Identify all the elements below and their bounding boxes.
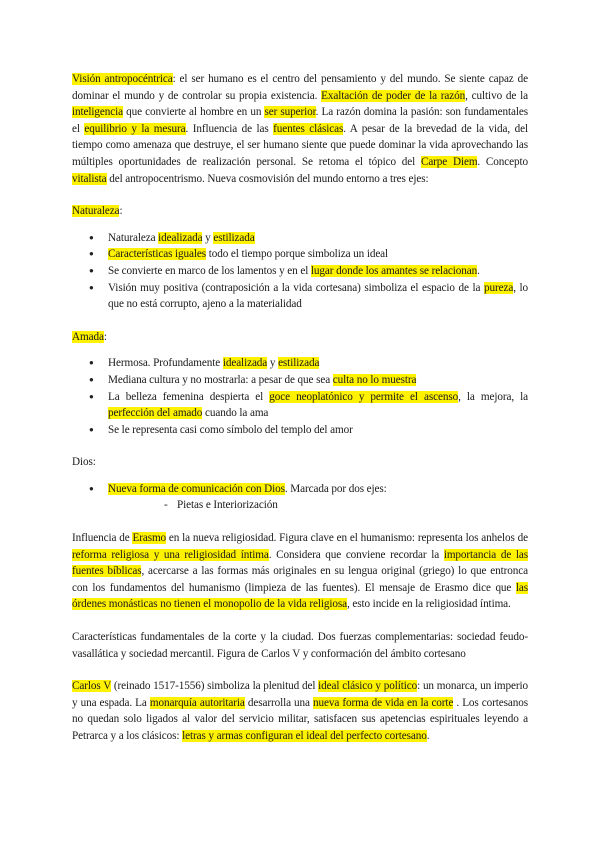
text-run: : el ser humano es el centro del pensamiento y del mundo. Se siente capaz de dominar el mundo y de controlar su propia existencia.: [72, 73, 528, 102]
highlight: ideal clásico y político: [318, 680, 418, 693]
text-run: Influencia de: [72, 532, 133, 545]
highlight: pureza: [483, 281, 514, 294]
highlight: estilizada: [278, 357, 320, 370]
highlight: Naturaleza: [72, 205, 120, 218]
dios-sublist: [108, 497, 528, 514]
highlight: monarquía autoritaria: [149, 696, 245, 709]
carlos-paragraph: [72, 678, 528, 744]
highlight: Nueva forma de comunicación con Dios: [108, 482, 285, 495]
highlight: Erasmo: [132, 532, 167, 545]
text-run: todo el tiempo porque simboliza un ideal: [206, 248, 389, 261]
amada-heading: [72, 329, 528, 346]
highlight: perfección del amado: [108, 407, 203, 420]
text-run: Naturaleza: [108, 231, 159, 244]
highlight: letras y armas configuran el ideal del perfecto cortesano: [182, 730, 427, 742]
text-run: (reinado 1517-1556) simboliza la plenitud del: [111, 680, 319, 693]
text-run: , lo que no está corrupto, ajeno a la materialidad: [108, 281, 528, 311]
text-run: . La razón domina la pasión: son fundamentales el: [72, 106, 529, 135]
text-run: Se convierte en marco de los lamentos y en el: [108, 264, 311, 277]
highlight: equilibrio y la mesura: [84, 122, 186, 135]
text-run: . Marcada por dos ejes:: [284, 482, 387, 495]
text-run: Hermosa. Profundamente: [108, 357, 223, 370]
list-item: [72, 389, 528, 422]
list-item: [72, 246, 528, 263]
text-run: :: [103, 330, 107, 343]
text-run: La belleza femenina despierta el: [108, 390, 270, 403]
amada-list: [72, 355, 528, 438]
text-run: del antropocentrismo. Nueva cosmovisión del mundo entorno a tres ejes:: [106, 172, 429, 185]
text-run: y: [267, 357, 279, 370]
text-run: , la mejora, la: [458, 390, 529, 403]
text-run: . Concepto: [477, 155, 528, 168]
sub-list-item: - Pietas e Interiorización: [108, 497, 528, 514]
highlight: Visión antropocéntrica: [72, 73, 173, 85]
text-run: . A pesar de la brevedad de la vida, del tiempo como amenaza que destruye, el ser humano siente que puede dominar la vida aprovechando las múltiples oportunidades de realización personal. Se retoma el tópico del: [72, 122, 528, 168]
list-item: [72, 481, 528, 514]
dios-list: [72, 481, 528, 514]
list-item: [72, 355, 528, 372]
highlight: lugar donde los amantes se relacionan: [310, 264, 478, 277]
list-item: [72, 263, 528, 280]
text-run: y: [202, 231, 214, 244]
text-run: cuando la ama: [202, 407, 269, 420]
highlight: Exaltación de poder de la razón: [321, 89, 466, 102]
highlight: Carlos V: [72, 680, 112, 693]
highlight: Características iguales: [108, 248, 207, 261]
list-item: [72, 280, 528, 313]
text-run: desarrolla una: [244, 696, 314, 709]
text-run: que convierte al hombre en un: [123, 106, 265, 119]
intro-paragraph: [72, 71, 528, 187]
text-run: Mediana cultura y no mostrarla: a pesar de que sea: [108, 373, 333, 386]
text-run: , esto incide en la religiosidad íntima.: [346, 598, 511, 611]
highlight: estilizada: [213, 231, 255, 244]
text-run: . Los cortesanos no quedan solo ligados al valor del servicio militar, satisfacen sus apetencias espirituales leyendo a Petrarca y a los clásicos:: [72, 696, 528, 742]
naturaleza-list: [72, 230, 528, 313]
highlight: vitalista: [72, 172, 107, 185]
corte-paragraph: Características fundamentales de la corte y la ciudad. Dos fuerzas complementarias: sociedad feudo-vasallática y sociedad mercantil. Figura de Carlos V y conformación del ámbito cortesano: [72, 631, 528, 660]
list-item: [72, 372, 528, 389]
highlight: culta no lo muestra: [332, 373, 417, 386]
text-run: Visión muy positiva (contraposición a la vida cortesana) simboliza el espacio de la: [108, 281, 484, 294]
highlight: Carpe Diem: [420, 155, 478, 168]
text-run: en la nueva religiosidad. Figura clave en el humanismo: representa los anhelos de: [166, 532, 528, 545]
highlight: ser superior: [264, 106, 316, 119]
document-body: [72, 71, 528, 745]
dios-heading: Dios:: [72, 456, 96, 469]
highlight: goce neoplatónico y permite el ascenso: [269, 390, 459, 403]
highlight: importancia de las fuentes bíblicas: [72, 548, 529, 578]
highlight: las órdenes monásticas no tienen el monopolio de la vida religiosa: [72, 581, 528, 611]
highlight: idealizada: [222, 357, 268, 370]
list-item: [72, 230, 528, 247]
highlight: fuentes clásicas: [273, 122, 344, 135]
text-run: . Influencia de las: [185, 122, 274, 135]
text-run: , cultivo de la: [465, 89, 528, 102]
text-run: Se le representa casi como símbolo del templo del amor: [108, 423, 353, 436]
erasmo-paragraph: [72, 530, 528, 613]
text-run: :: [119, 205, 123, 218]
text-run: : un monarca, un imperio y una espada. La: [72, 680, 528, 709]
list-item: [72, 422, 528, 439]
highlight: nueva forma de vida en la corte: [313, 696, 454, 709]
text-run: .: [477, 264, 480, 277]
highlight: idealizada: [158, 231, 203, 244]
text-run: , acercarse a las formas más originales en su lengua original (griego) lo que entronca con los fundamentos del humanismo (limpieza de las fuentes). El mensaje de Erasmo dice que: [72, 565, 528, 594]
highlight: inteligencia: [72, 106, 123, 119]
text-run: .: [426, 730, 430, 742]
text-run: . Considera que conviene recordar la: [268, 548, 444, 561]
naturaleza-heading: [72, 203, 528, 220]
highlight: Amada: [72, 330, 104, 343]
highlight: reforma religiosa y una religiosidad íntima: [72, 548, 269, 561]
